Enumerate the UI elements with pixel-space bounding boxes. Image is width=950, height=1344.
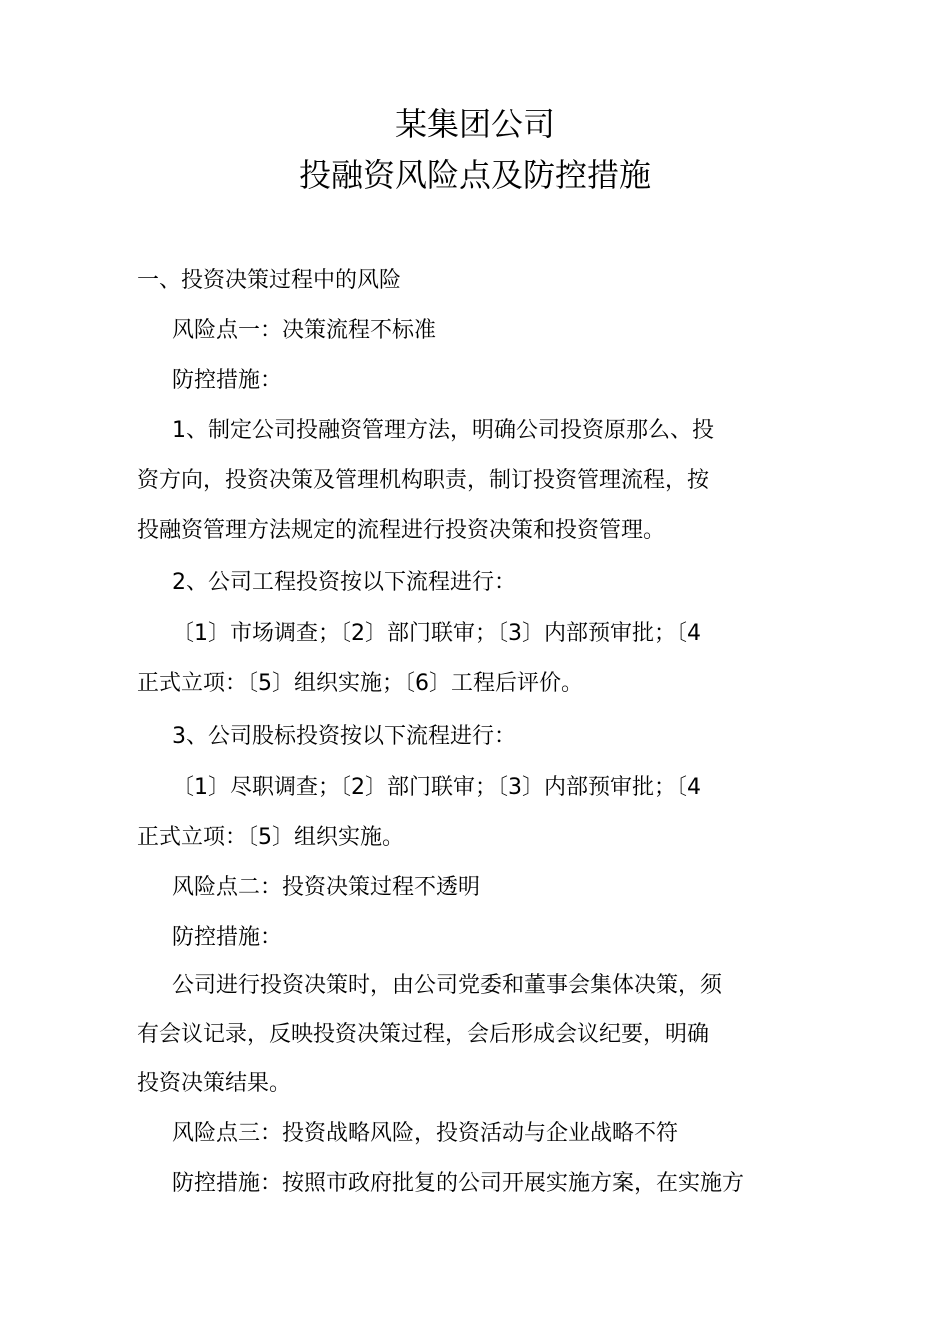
paragraph-line: 1、制定公司投融资管理方法，明确公司投资原那么、投	[172, 418, 714, 443]
paragraph-line: 公司进行投资决策时，由公司党委和董事会集体决策，须	[172, 973, 723, 998]
paragraph-line: 投融资管理方法规定的流程进行投资决策和投资管理。	[137, 518, 666, 543]
paragraph-line: 正式立项：〔5〕组织实施。	[137, 825, 404, 850]
paragraph-line: 2、公司工程投资按以下流程进行：	[172, 570, 516, 595]
paragraph-line: 资方向，投资决策及管理机构职责，制订投资管理流程，按	[137, 468, 710, 493]
risk-point-heading: 风险点三：投资战略风险，投资活动与企业战略不符	[172, 1121, 679, 1146]
document-subtitle: 投融资风险点及防控措施	[298, 156, 651, 194]
document-title: 某集团公司	[394, 105, 555, 143]
measures-label: 防控措施：	[172, 925, 283, 950]
paragraph-line: 投资决策结果。	[137, 1071, 292, 1096]
paragraph-line: 〔1〕尽职调查；〔2〕部门联审；〔3〕内部预审批；〔4	[172, 775, 701, 800]
risk-point-heading: 风险点二：投资决策过程不透明	[172, 875, 481, 900]
section-heading: 一、投资决策过程中的风险	[137, 268, 402, 293]
paragraph-line: 〔1〕市场调查；〔2〕部门联审；〔3〕内部预审批；〔4	[172, 621, 701, 646]
paragraph-line: 3、公司股标投资按以下流程进行：	[172, 724, 516, 749]
risk-point-heading: 风险点一：决策流程不标准	[172, 318, 437, 343]
measures-label: 防控措施：	[172, 368, 283, 393]
paragraph-line: 防控措施：按照市政府批复的公司开展实施方案，在实施方	[172, 1171, 745, 1196]
paragraph-line: 正式立项：〔5〕组织实施；〔6〕工程后评价。	[137, 671, 583, 696]
paragraph-line: 有会议记录，反映投资决策过程，会后形成会议纪要，明确	[137, 1022, 710, 1047]
